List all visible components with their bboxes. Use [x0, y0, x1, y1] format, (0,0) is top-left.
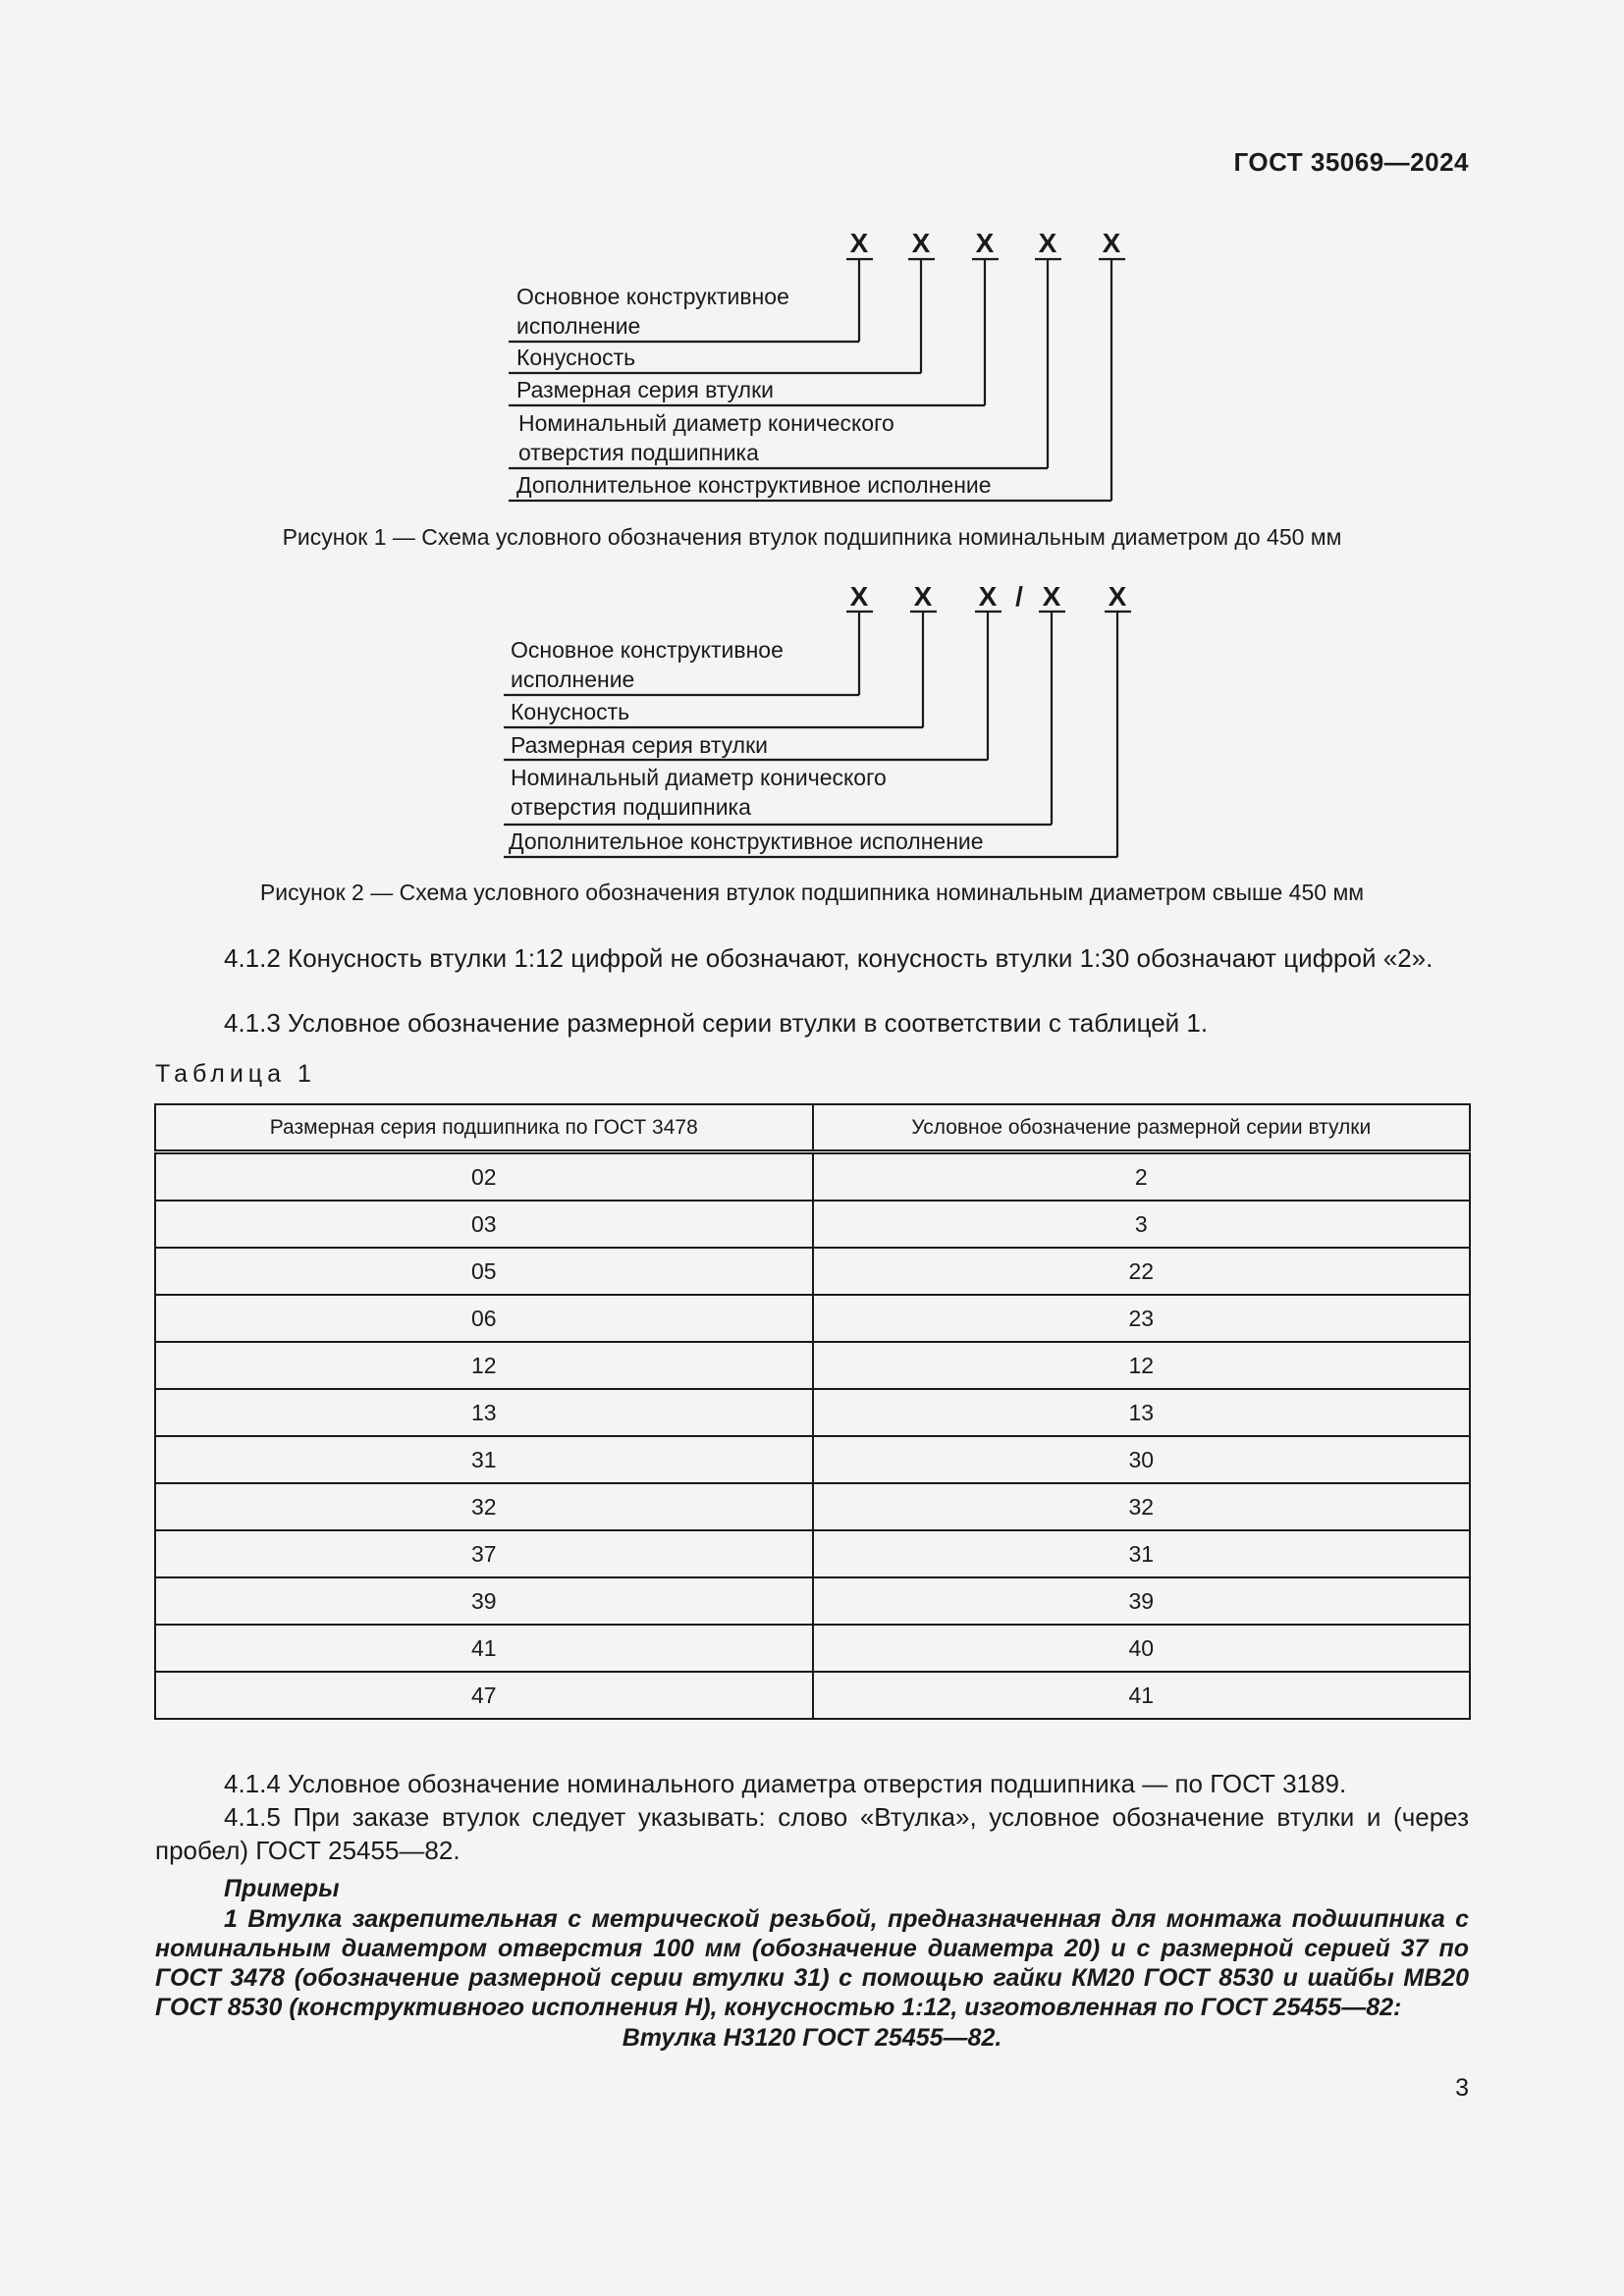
table-row	[155, 1625, 1470, 1672]
table-cell: 2	[813, 1152, 1471, 1201]
figure1-mark: X	[1102, 228, 1121, 258]
paragraph-4-1-2	[155, 941, 1469, 975]
table-header-cell: Условное обозначение размерной серии втулки	[813, 1104, 1471, 1152]
table-cell: 06	[155, 1295, 813, 1342]
table-row	[155, 1342, 1470, 1389]
table-cell: 41	[155, 1625, 813, 1672]
figure2-mark: X	[978, 581, 998, 612]
figure1-label: Основное конструктивное	[516, 284, 789, 309]
table-row	[155, 1201, 1470, 1248]
page-number: 3	[1455, 2074, 1469, 2102]
paragraph-4-1-3	[155, 1006, 1469, 1040]
table-1	[154, 1103, 1471, 1720]
figure2-label: Дополнительное конструктивное исполнение	[509, 828, 984, 854]
paragraph-text: 4.1.2 Конусность втулки 1:12 цифрой не обозначают, конусность втулки 1:30 обозначают цифрой «2».	[224, 943, 1434, 973]
table-cell: 39	[155, 1577, 813, 1625]
table-row	[155, 1152, 1470, 1201]
example-text: 1 Втулка закрепительная с метрической резьбой, предназначенная для монтажа подшипника с номинальным диаметром отверстия 100 мм (обозначение диаметра 20) и с размерной серией 37 по ГОСТ 3478 (обозначение размерной серии втулки 31) с помощью гайки КМ20 ГОСТ 8530 и шайбы МВ20 ГОСТ 8530 (конструктивного исполнения Н), конусностью 1:12, изготовленная по ГОСТ 25455—82:	[155, 1905, 1469, 2021]
figure2-label: Размерная серия втулки	[511, 732, 768, 758]
example-1-result: Втулка Н3120 ГОСТ 25455—82.	[622, 2024, 1002, 2052]
figure2-mark: X	[1042, 581, 1061, 612]
document-code: ГОСТ 35069—2024	[1233, 147, 1469, 177]
table-cell: 32	[813, 1483, 1471, 1530]
figure2-mark: X	[849, 581, 869, 612]
paragraph-text: 4.1.3 Условное обозначение размерной серии втулки в соответствии с таблицей 1.	[224, 1008, 1209, 1038]
figure1-label: Размерная серия втулки	[516, 377, 774, 402]
figure1-label: отверстия подшипника	[518, 440, 759, 465]
table-cell: 03	[155, 1201, 813, 1248]
table-cell: 22	[813, 1248, 1471, 1295]
examples-title: Примеры	[224, 1875, 340, 1902]
table-cell: 40	[813, 1625, 1471, 1672]
table-header-row	[155, 1104, 1470, 1152]
table-row	[155, 1577, 1470, 1625]
table-cell: 32	[155, 1483, 813, 1530]
table-cell: 39	[813, 1577, 1471, 1625]
table-cell: 37	[155, 1530, 813, 1577]
figure1-scheme	[0, 0, 1624, 530]
figure2-separator: /	[1015, 581, 1023, 612]
table-cell: 30	[813, 1436, 1471, 1483]
table-cell: 31	[813, 1530, 1471, 1577]
table-cell: 23	[813, 1295, 1471, 1342]
table-row	[155, 1295, 1470, 1342]
table-cell: 47	[155, 1672, 813, 1719]
table-cell: 13	[155, 1389, 813, 1436]
example-1	[155, 1904, 1469, 2022]
table-cell: 12	[813, 1342, 1471, 1389]
table-cell: 41	[813, 1672, 1471, 1719]
table-cell: 3	[813, 1201, 1471, 1248]
table-row	[155, 1672, 1470, 1719]
table-cell: 02	[155, 1152, 813, 1201]
table-cell: 13	[813, 1389, 1471, 1436]
table-cell: 31	[155, 1436, 813, 1483]
figure1-mark: X	[975, 228, 995, 258]
figure1-label: Конусность	[516, 345, 636, 370]
figure2-label: Конусность	[511, 699, 630, 724]
figure1-mark: X	[849, 228, 869, 258]
figure1-caption: Рисунок 1 — Схема условного обозначения втулок подшипника номинальным диаметром до 450 мм	[282, 524, 1342, 550]
figure1-label: Дополнительное конструктивное исполнение	[516, 472, 992, 498]
table-header-cell: Размерная серия подшипника по ГОСТ 3478	[155, 1104, 813, 1152]
figure1-mark: X	[911, 228, 931, 258]
figure1-label: Номинальный диаметр конического	[518, 410, 894, 436]
paragraph-4-1-5	[155, 1800, 1469, 1867]
table-row	[155, 1436, 1470, 1483]
paragraph-text: 4.1.4 Условное обозначение номинального диаметра отверстия подшипника — по ГОСТ 3189.	[224, 1769, 1347, 1798]
figure2-mark: X	[1108, 581, 1127, 612]
table-row	[155, 1389, 1470, 1436]
figure2-label: исполнение	[511, 667, 635, 692]
table-row	[155, 1530, 1470, 1577]
table-row	[155, 1483, 1470, 1530]
figure2-label: Основное конструктивное	[511, 637, 784, 663]
figure2-scheme	[0, 560, 1624, 864]
figure1-label: исполнение	[516, 313, 641, 339]
figure2-mark: X	[913, 581, 933, 612]
figure2-caption: Рисунок 2 — Схема условного обозначения втулок подшипника номинальным диаметром свыше 450 мм	[259, 880, 1365, 905]
figure1-mark: X	[1038, 228, 1057, 258]
table-cell: 12	[155, 1342, 813, 1389]
table-title: Таблица 1	[155, 1060, 316, 1088]
paragraph-text: 4.1.5 При заказе втулок следует указывать: слово «Втулка», условное обозначение втулки и (через пробел) ГОСТ 25455—82.	[155, 1802, 1469, 1865]
table-row	[155, 1248, 1470, 1295]
figure2-label: Номинальный диаметр конического	[511, 765, 887, 790]
table-cell: 05	[155, 1248, 813, 1295]
paragraph-4-1-4	[155, 1767, 1469, 1800]
figure2-label: отверстия подшипника	[511, 794, 751, 820]
